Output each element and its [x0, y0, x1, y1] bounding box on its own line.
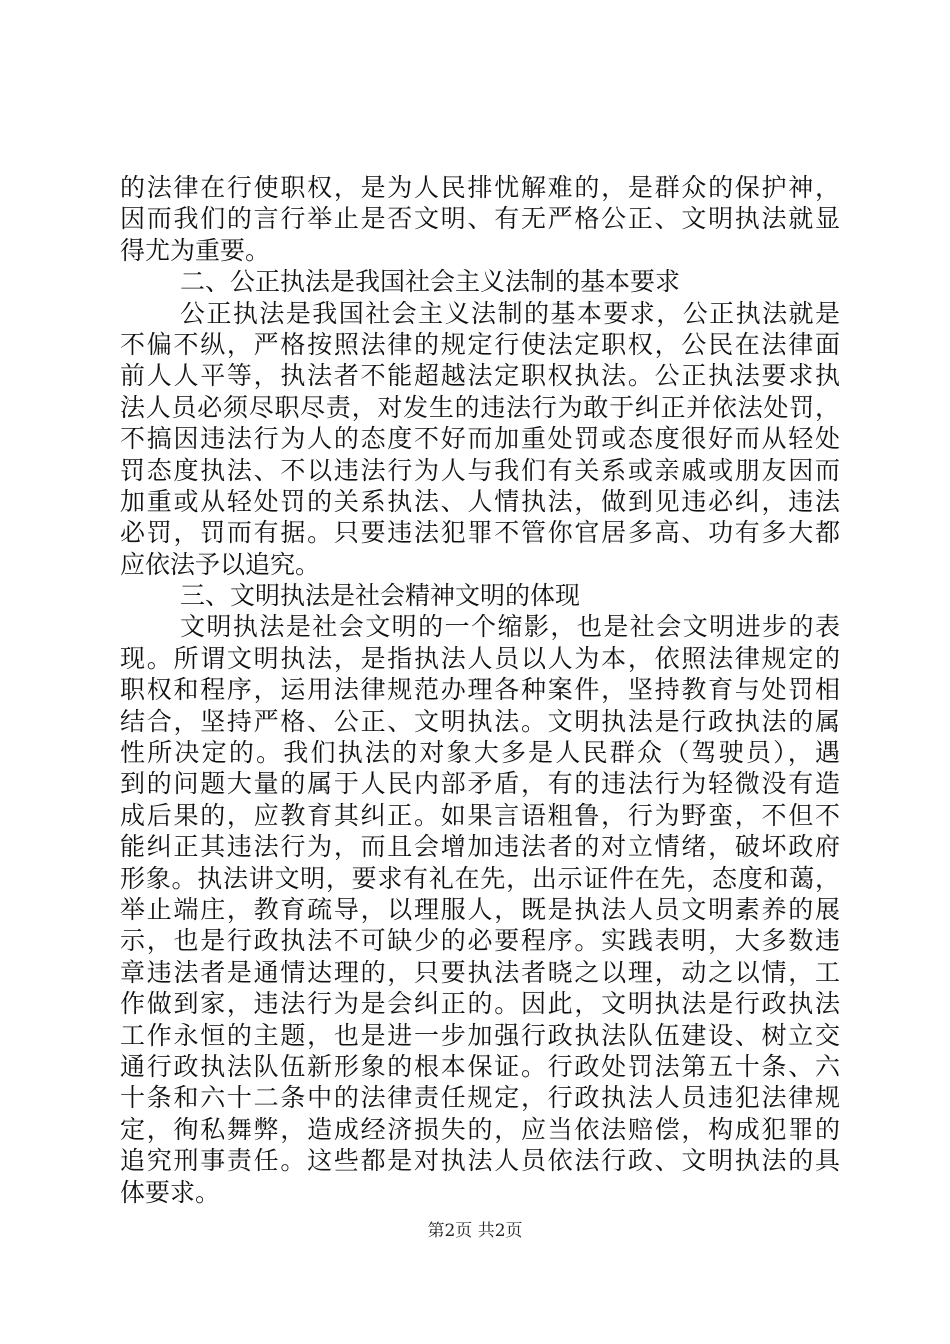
- text-line: 能纠正其违法行为，而且会增加违法者的对立情绪，破坏政府: [120, 832, 840, 862]
- text-line: 通行政执法队伍新形象的根本保证。行政处罚法第五十条、六: [120, 1051, 840, 1081]
- text-line: 性所决定的。我们执法的对象大多是人民群众（驾驶员），遇: [120, 738, 840, 768]
- text-line: 文明执法是社会文明的一个缩影，也是社会文明进步的表: [180, 612, 840, 642]
- text-line: 公正执法是我国社会主义法制的基本要求，公正执法就是: [180, 298, 840, 328]
- text-line: 示，也是行政执法不可缺少的必要程序。实践表明，大多数违: [120, 926, 840, 956]
- text-line: 形象。执法讲文明，要求有礼在先，出示证件在先，态度和蔼，: [120, 863, 840, 893]
- text-line: 章违法者是通情达理的，只要执法者晓之以理，动之以情，工: [120, 957, 840, 987]
- text-line: 成后果的，应教育其纠正。如果言语粗鲁，行为野蛮，不但不: [120, 800, 840, 830]
- text-line: 得尤为重要。: [120, 235, 271, 265]
- text-line: 罚态度执法、不以违法行为人与我们有关系或亲戚或朋友因而: [120, 455, 840, 485]
- text-line: 十条和六十二条中的法律责任规定，行政执法人员违犯法律规: [120, 1083, 840, 1113]
- text-line: 三、文明执法是社会精神文明的体现: [180, 581, 581, 611]
- text-line: 追究刑事责任。这些都是对执法人员依法行政、文明执法的具: [120, 1146, 840, 1176]
- text-line: 法人员必须尽职尽责，对发生的违法行为敢于纠正并依法处罚，: [120, 392, 840, 422]
- text-line: 作做到家，违法行为是会纠正的。因此，文明执法是行政执法: [120, 989, 840, 1019]
- text-line: 二、公正执法是我国社会主义法制的基本要求: [180, 267, 681, 297]
- page-footer: 第2页 共2页: [427, 1221, 523, 1241]
- text-line: 加重或从轻处罚的关系执法、人情执法，做到见违必纠，违法: [120, 486, 840, 516]
- document-body: [120, 172, 840, 1208]
- text-line: 不偏不纵，严格按照法律的规定行使法定职权，公民在法律面: [120, 329, 840, 359]
- text-line: 必罚，罚而有据。只要违法犯罪不管你官居多高、功有多大都: [120, 518, 840, 548]
- text-line: 举止端庄，教育疏导，以理服人，既是执法人员文明素养的展: [120, 894, 840, 924]
- text-line: 职权和程序，运用法律规范办理各种案件，坚持教育与处罚相: [120, 675, 840, 705]
- text-line: 体要求。: [120, 1177, 221, 1207]
- text-line: 结合，坚持严格、公正、文明执法。文明执法是行政执法的属: [120, 706, 840, 736]
- text-line: 前人人平等，执法者不能超越法定职权执法。公正执法要求执: [120, 361, 840, 391]
- text-line: 工作永恒的主题，也是进一步加强行政执法队伍建设、树立交: [120, 1020, 840, 1050]
- text-line: 现。所谓文明执法，是指执法人员以人为本，依照法律规定的: [120, 643, 840, 673]
- text-line: 定，徇私舞弊，造成经济损失的，应当依法赔偿，构成犯罪的: [120, 1114, 840, 1144]
- text-line: 因而我们的言行举止是否文明、有无严格公正、文明执法就显: [120, 204, 840, 234]
- text-line: 应依法予以追究。: [120, 549, 321, 579]
- text-line: 不搞因违法行为人的态度不好而加重处罚或态度很好而从轻处: [120, 424, 840, 454]
- text-line: 的法律在行使职权，是为人民排忧解难的，是群众的保护神，: [120, 173, 840, 202]
- text-line: 到的问题大量的属于人民内部矛盾，有的违法行为轻微没有造: [120, 769, 840, 799]
